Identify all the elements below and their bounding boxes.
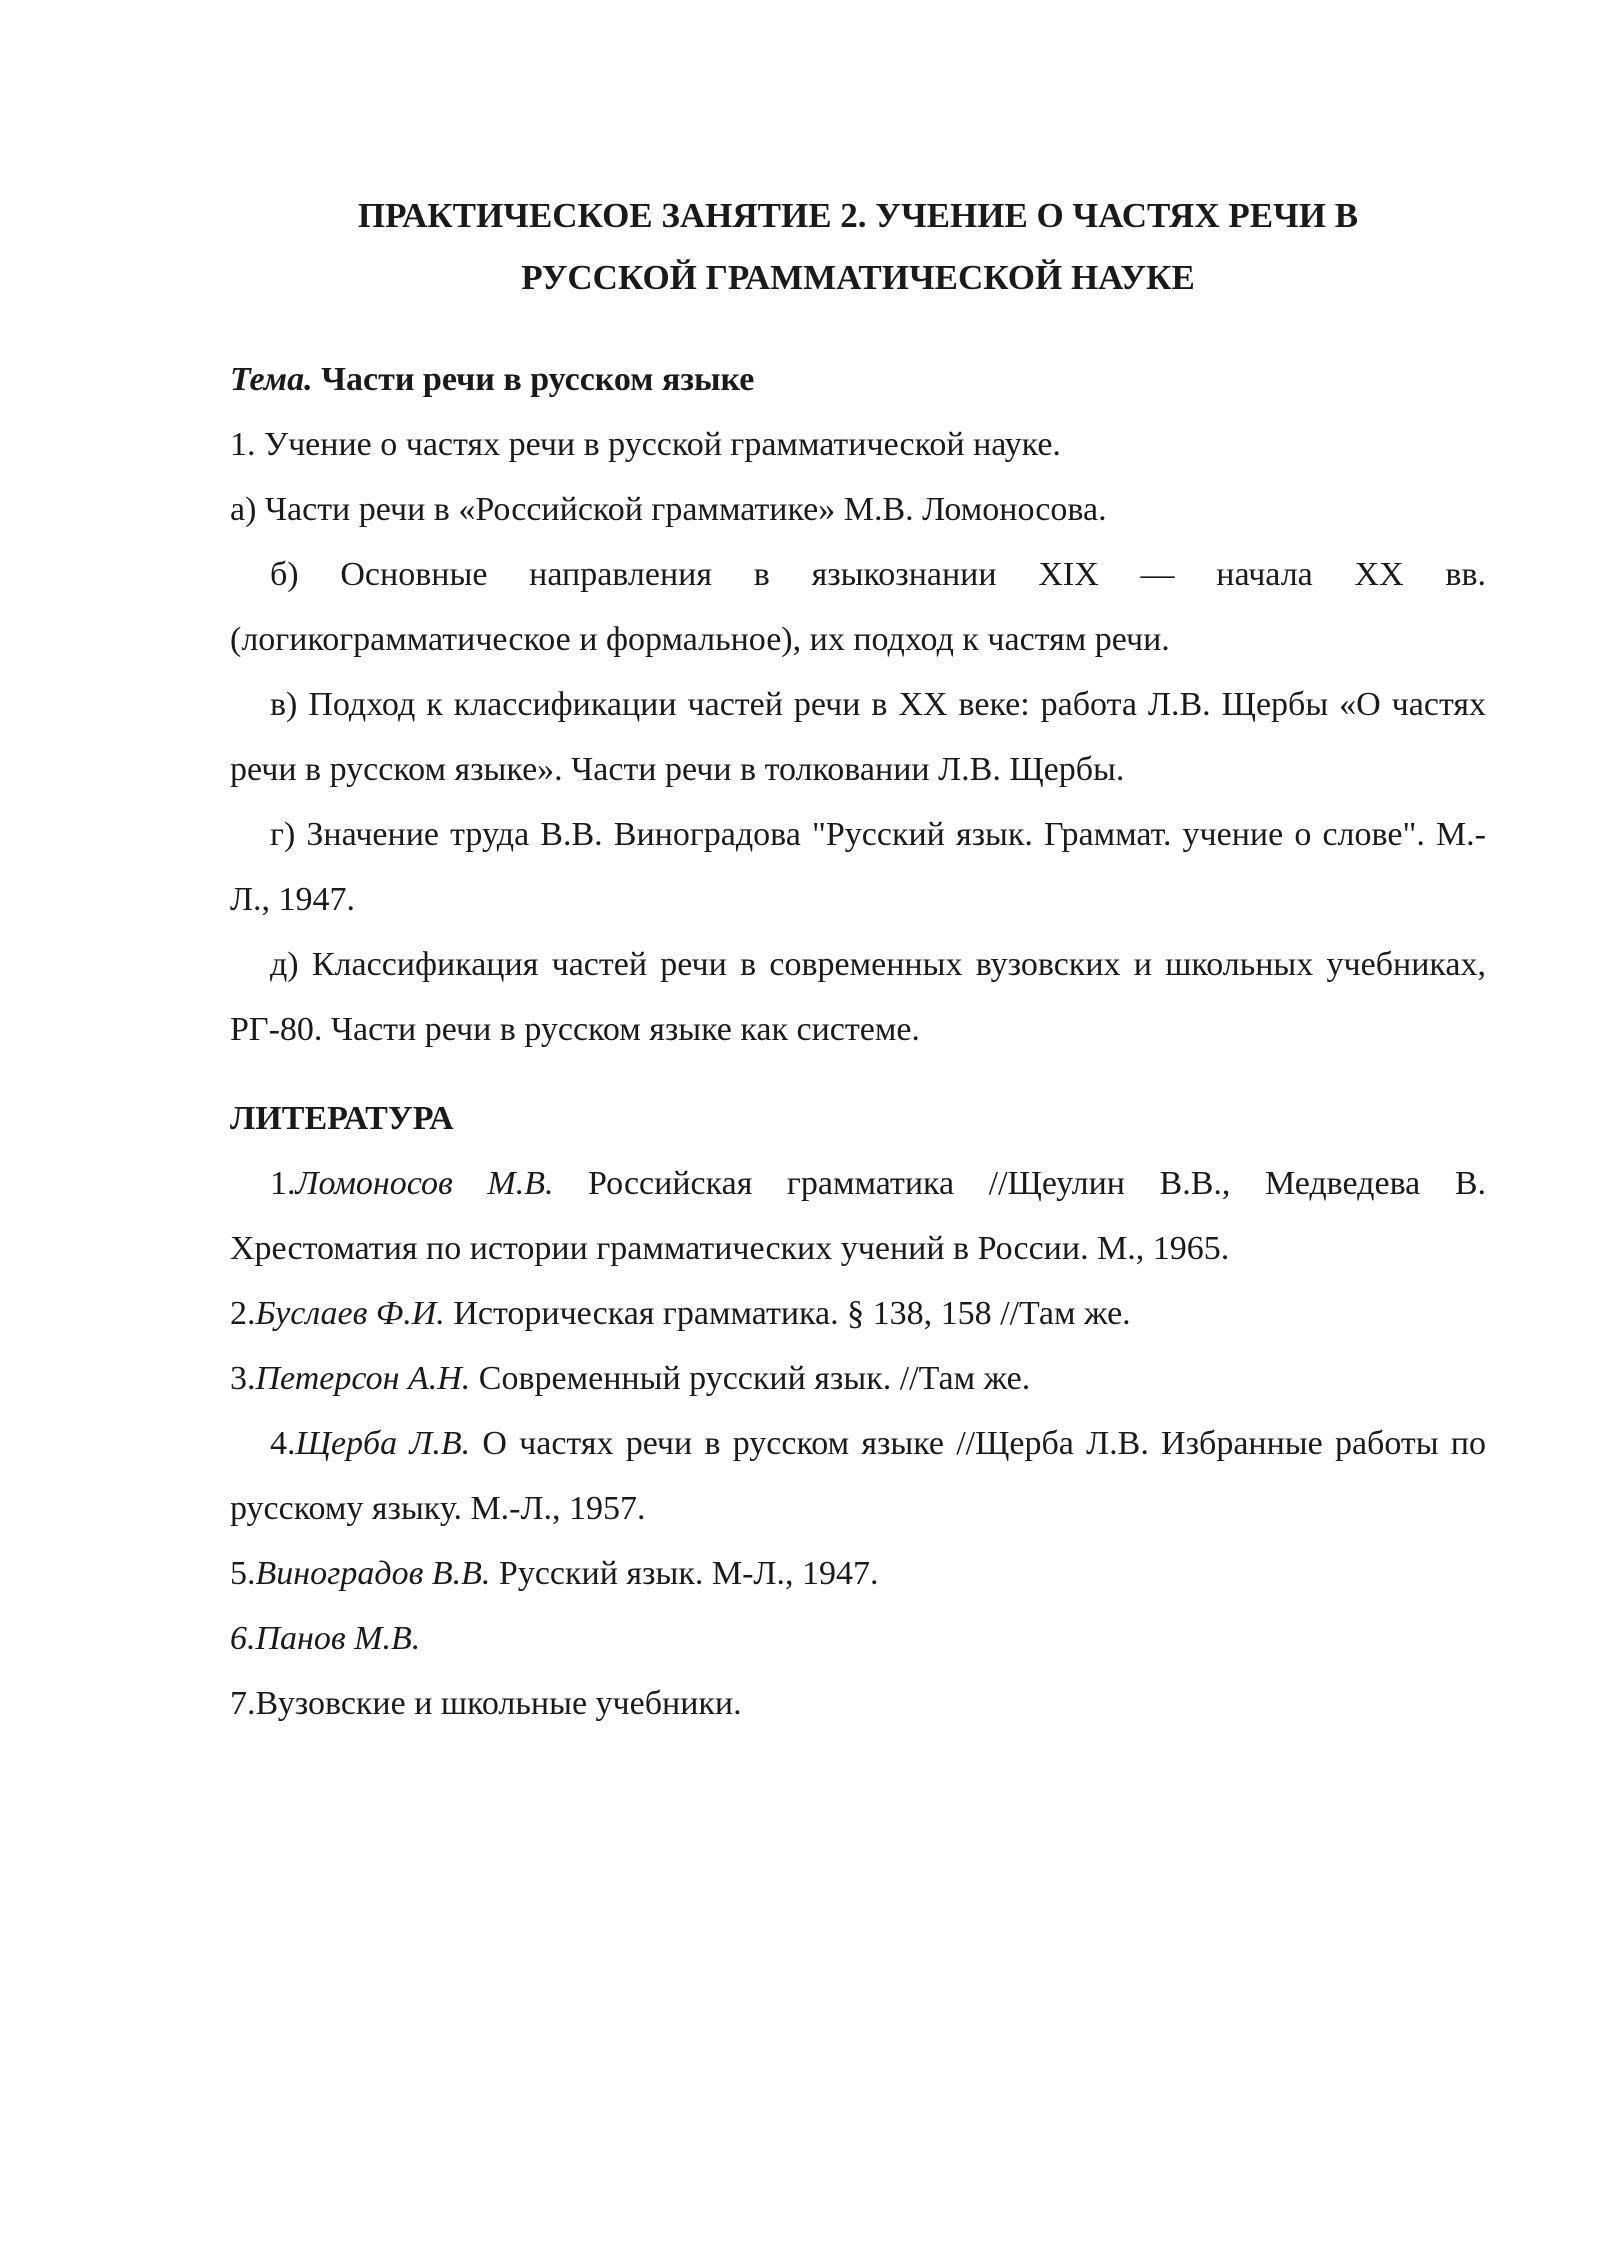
- plan-item-d: д) Классификация частей речи в современных вузовских и школьных учебниках, РГ-80. Части речи в русском языке как системе.: [230, 946, 1486, 1048]
- literature-text: Российская грамматика //Щеулин В.В., Медведева В. Хрестоматия по истории грамматических учений в России. М., 1965.: [230, 1165, 1487, 1267]
- topic-label: Тема.: [230, 361, 313, 398]
- literature-item: [230, 1606, 1486, 1671]
- literature-author: Буслаев Ф.И.: [255, 1295, 445, 1332]
- plan-item-a: а) Части речи в «Российской грамматике» М.В. Ломоносова.: [230, 491, 1107, 528]
- literature-number: 4.: [270, 1425, 296, 1462]
- literature-author: Петерсон А.Н.: [255, 1360, 471, 1397]
- title-line-1: ПРАКТИЧЕСКОЕ ЗАНЯТИЕ 2. УЧЕНИЕ О ЧАСТЯХ РЕЧИ В: [357, 196, 1359, 235]
- topic-text: Части речи в русском языке: [321, 361, 755, 398]
- literature-text: Вузовские и школьные учебники.: [255, 1685, 742, 1722]
- plan-item-v: в) Подход к классификации частей речи в XX веке: работа Л.В. Щербы «О частях речи в русском языке». Части речи в толковании Л.В. Щербы.: [230, 686, 1486, 788]
- literature-text: О частях речи в русском языке //Щерба Л.В. Избранные работы по русскому языку. М.-Л., 1957.: [230, 1425, 1486, 1527]
- plan-item-g: г) Значение труда В.В. Виноградова "Русский язык. Граммат. учение о слове". М.-Л., 1947.: [230, 816, 1486, 918]
- literature-author: Щерба Л.В.: [295, 1425, 471, 1462]
- topic-line: [230, 347, 1486, 412]
- literature-item: [230, 1411, 1486, 1541]
- plan-item-1: 1. Учение о частях речи в русской грамматической науке.: [230, 426, 1061, 463]
- literature-item: [230, 1346, 1486, 1411]
- literature-number: 2.: [230, 1295, 256, 1332]
- plan-item-b: б) Основные направления в языкознании XIX — начала XX вв. (логикограмматическое и формальное), их подход к частям речи.: [230, 556, 1486, 658]
- literature-item: [230, 1151, 1486, 1281]
- literature-item: [230, 1541, 1486, 1606]
- document-page: [230, 185, 1486, 1736]
- literature-heading: ЛИТЕРАТУРА: [230, 1100, 454, 1137]
- literature-number: 1.: [270, 1165, 296, 1202]
- literature-text: Русский язык. М-Л., 1947.: [490, 1555, 879, 1592]
- page-title: [230, 185, 1486, 309]
- literature-text: Современный русский язык. //Там же.: [470, 1360, 1031, 1397]
- literature-item: [230, 1671, 1486, 1736]
- literature-item: [230, 1281, 1486, 1346]
- literature-author: Ломоносов М.В.: [295, 1165, 554, 1202]
- literature-number: 7.: [230, 1685, 256, 1722]
- literature-number: 3.: [230, 1360, 256, 1397]
- literature-number: 5.: [230, 1555, 256, 1592]
- literature-text: Историческая грамматика. § 138, 158 //Там же.: [444, 1295, 1131, 1332]
- title-line-2: РУССКОЙ ГРАММАТИЧЕСКОЙ НАУКЕ: [521, 258, 1195, 297]
- literature-author: Виноградов В.В.: [255, 1555, 491, 1592]
- literature-author: 6.Панов М.В.: [230, 1620, 421, 1657]
